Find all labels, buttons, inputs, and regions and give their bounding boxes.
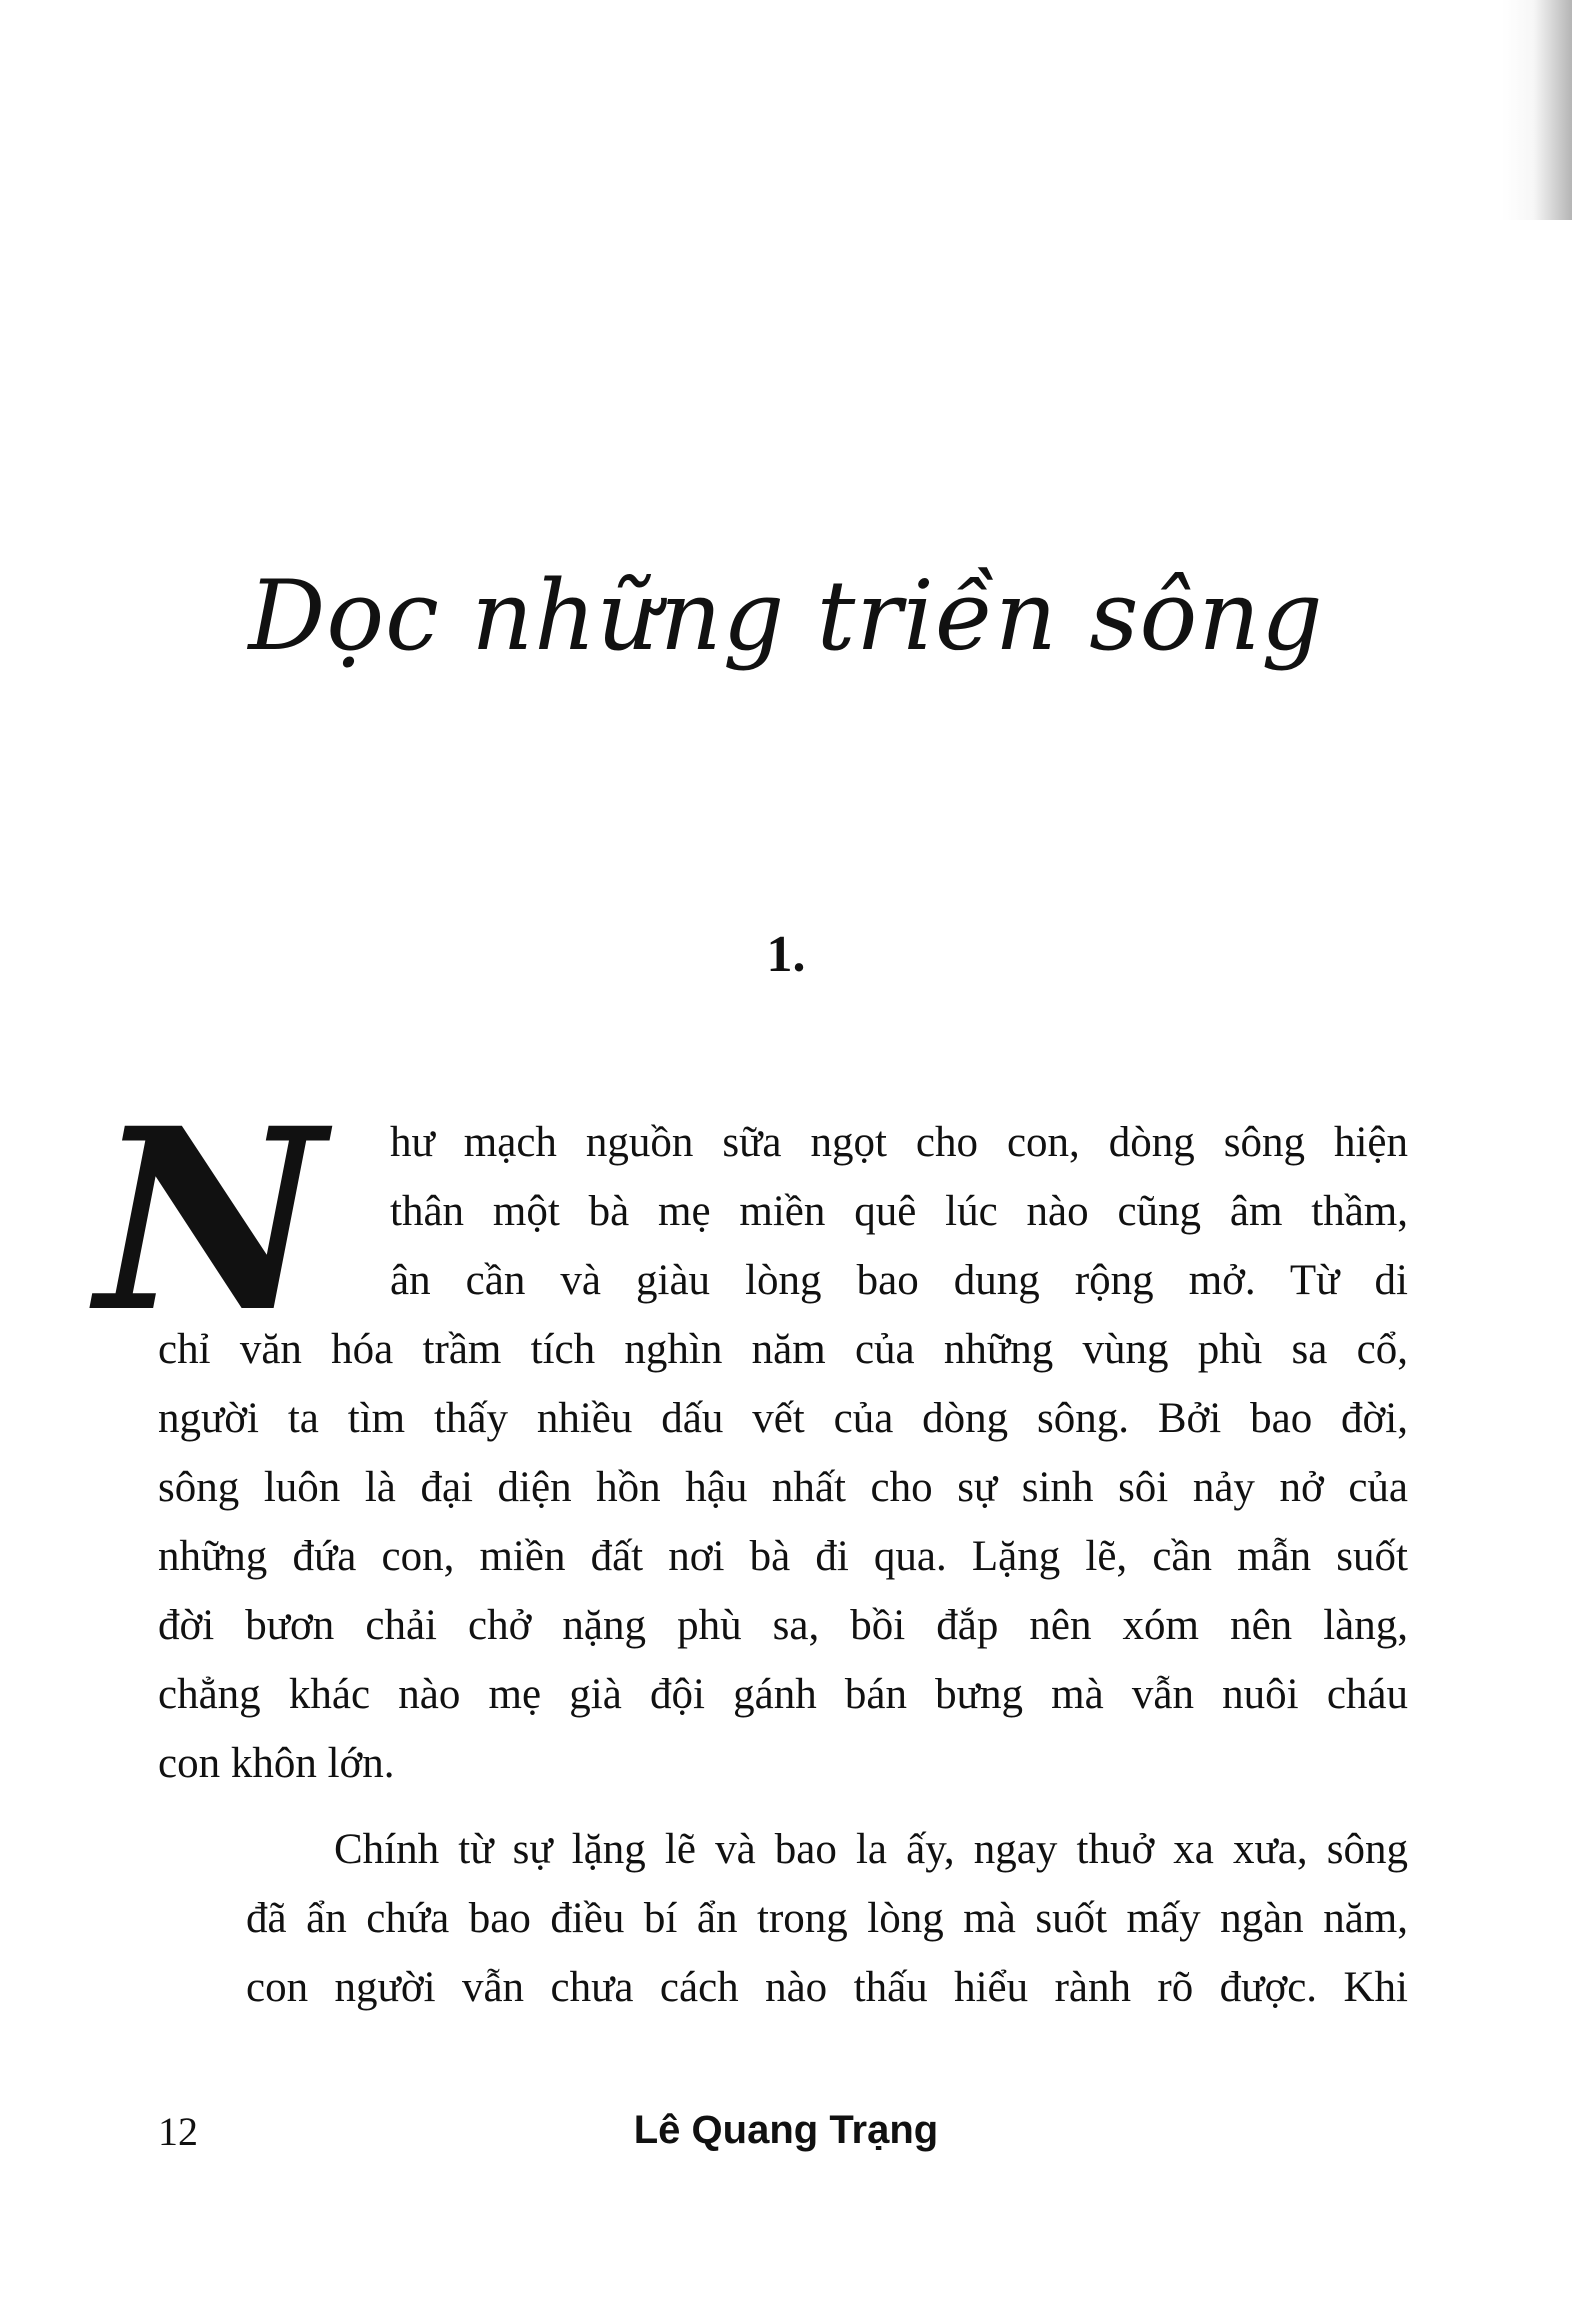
paragraph-line: những đứa con, miền đất nơi bà đi qua. Lặng lẽ, cần mẫn suốt [158,1533,1408,1580]
paragraph-line: sông luôn là đại diện hồn hậu nhất cho sự sinh sôi nảy nở của [158,1464,1408,1511]
paragraph-line: chỉ văn hóa trầm tích nghìn năm của những vùng phù sa cổ, [158,1326,1408,1373]
chapter-title: Dọc những triền sông [248,560,1324,672]
paragraph-line: Chính từ sự lặng lẽ và bao la ấy, ngay thuở xa xưa, sông [334,1826,1408,1873]
page-edge-shadow [1502,0,1572,220]
page-footer [0,2108,1572,2178]
paragraph-line: đã ẩn chứa bao điều bí ẩn trong lòng mà suốt mấy ngàn năm, [246,1895,1408,1942]
page-number: 12 [158,2109,198,2154]
paragraph-line: thân một bà mẹ miền quê lúc nào cũng âm thầm, [390,1188,1408,1235]
paragraph-line: ân cần và giàu lòng bao dung rộng mở. Từ di [390,1257,1408,1304]
paragraph-line: con người vẫn chưa cách nào thấu hiểu rành rõ được. Khi [246,1964,1408,2011]
paragraph-line: hư mạch nguồn sữa ngọt cho con, dòng sông hiện [390,1119,1408,1166]
section-number: 1. [766,926,806,983]
paragraph-line: người ta tìm thấy nhiều dấu vết của dòng sông. Bởi bao đời, [158,1395,1408,1442]
drop-cap: N [96,1073,325,1367]
paragraph-line: đời bươn chải chở nặng phù sa, bồi đắp nên xóm nên làng, [158,1602,1408,1649]
running-author: Lê Quang Trạng [633,2108,939,2152]
paragraph-1 [158,1108,1408,1798]
paragraph-2 [158,1815,1408,2022]
paragraph-line: con khôn lớn. [158,1740,395,1787]
paragraph-line: chẳng khác nào mẹ già đội gánh bán bưng mà vẫn nuôi cháu [158,1671,1408,1718]
